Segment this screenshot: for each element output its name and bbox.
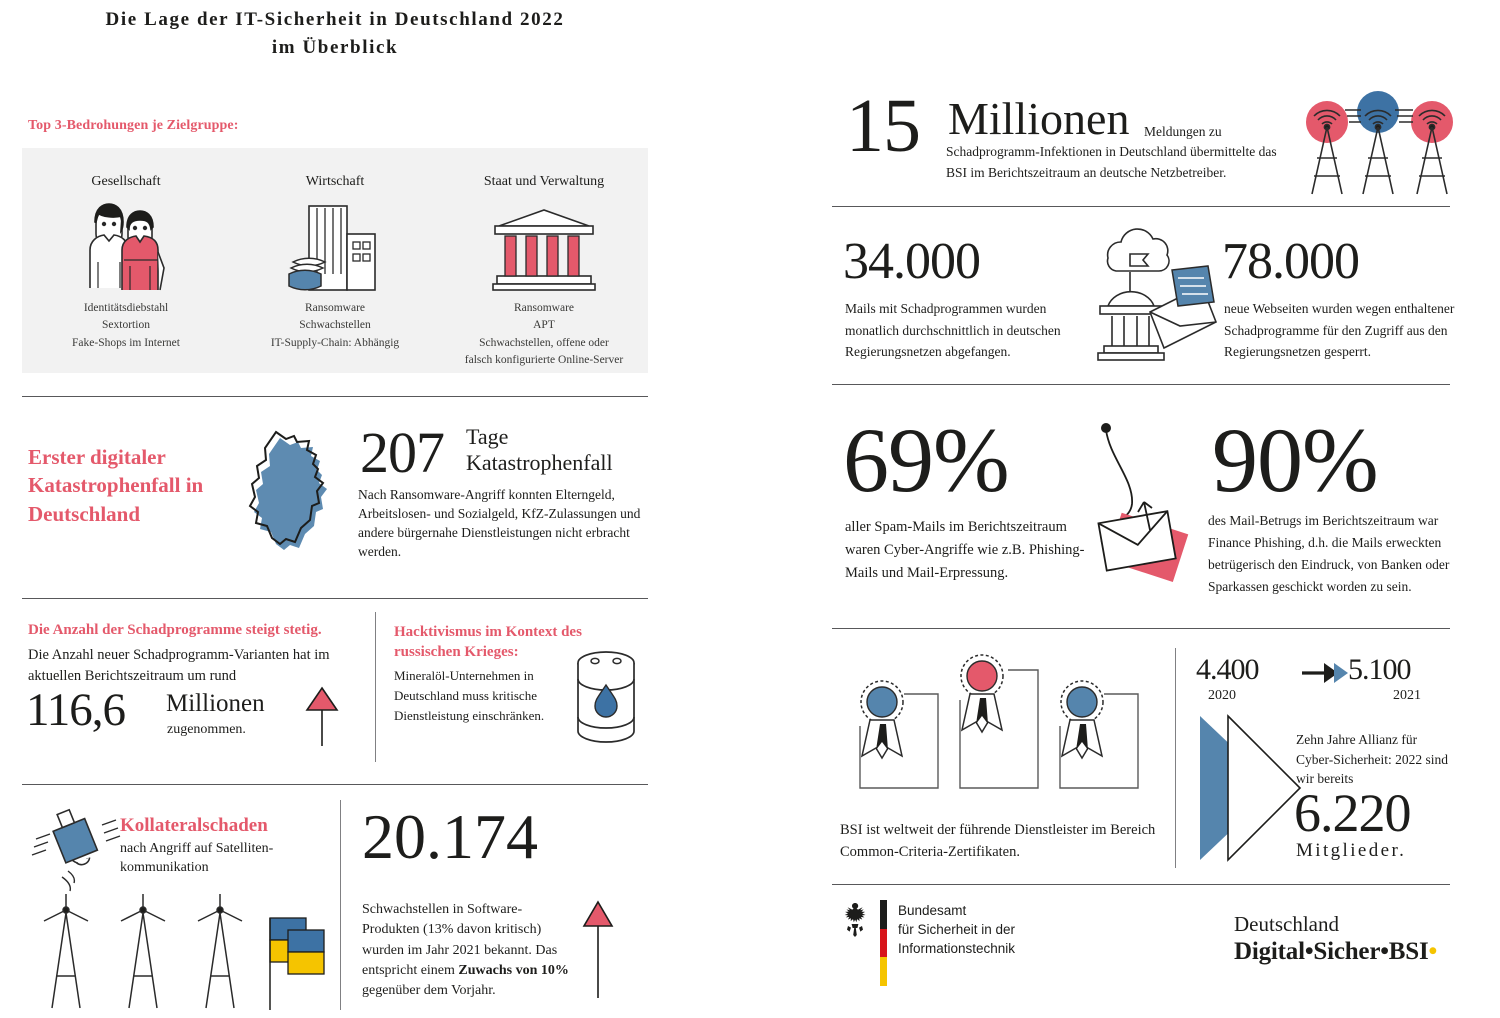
schadprogramme-body: Die Anzahl neuer Schadprogramm-Varianten hat im aktuellen Berichtszeitraum um rund [28,647,330,684]
top3-column-wirtschaft [230,148,440,373]
top3-threat: APT [533,319,555,332]
katastrophenfall-unit-line2: Katastrophenfall [466,449,613,475]
page-title-line1: Die Lage der IT-Sicherheit in Deutschland 2022 [105,9,565,30]
top3-column-staat [440,148,648,373]
top3-heading: Staat und Verwaltung [483,174,605,189]
stat-15m-body: Meldungen zu Schadprogramm-Infektionen in Deutschland übermittelte das BSI im Berichtszeitraum an deutsche Netzbetreiber. [946,124,1277,180]
top3-threat: Identitätsdiebstahl [83,302,169,314]
top3-heading: Wirtschaft [305,174,365,189]
kollateralschaden-body-1: Schwachstellen in Software-Produkten (13% davon kritisch) wurden im Jahr 2021 bekannt. Das entspricht einem [362,902,558,978]
top3-box [22,148,648,373]
dd-accent-dot: • [1428,938,1438,966]
kollateralschaden-heading: Kollateralschaden [120,815,268,836]
award-rosettes-icon [838,648,1168,818]
bsi-line1: Bundesamt [898,903,967,918]
dd-line2-text: Digital•Sicher•BSI [1234,938,1429,966]
top3-threat: Schwachstellen, offene oder [479,336,609,349]
members-from-value: 4.400 [1196,653,1259,686]
deutschland-digital-sicher-bsi-logo [1234,912,1437,967]
stat-78k-number: 78.000 [1222,233,1359,290]
certificates-body: BSI ist weltweit der führende Dienstleister im Bereich Common-Criteria-Zertifikaten. [840,822,1156,860]
right-arrow-icon [1302,660,1350,686]
members-from-year: 2020 [1208,688,1236,703]
germany-map-icon [243,420,353,565]
stat-90-body: des Mail-Betrugs im Berichtszeitraum war Finance Phishing, d.h. die Mails erweckten betrügerisch den Eindruck, von Banken oder Sparkassen geschickt worden zu sein. [1208,513,1450,594]
stat-78k-body: neue Webseiten wurden wegen enthaltener Schadprogramme für den Zugriff aus den Regierungsnetzen gesperrt. [1224,301,1455,360]
top3-heading: Gesellschaft [91,174,161,189]
schadprogramme-unit: Millionen [166,690,265,717]
wind-turbines-icon [20,888,340,1013]
radio-towers-icon [1292,86,1464,198]
top3-threat: Ransomware [304,302,366,314]
katastrophenfall-title: Erster digitaler Katastrophenfall in Deutschland [28,445,204,526]
satellite-icon [24,805,134,895]
divider [22,598,648,599]
dd-line2 [1234,937,1437,967]
top3-threat-list [440,300,648,369]
top3-threat: Ransomware [513,302,575,314]
top3-threat: Fake-Shops im Internet [72,336,180,349]
katastrophenfall-body: Nach Ransomware-Angriff konnten Elterngeld, Arbeitslosen- und Sozialgeld, KfZ-Zulassungen und andere bürgernahe Dienstleistungen nicht erbracht werden. [358,487,641,560]
page-title-line2: im Überblick [271,36,399,58]
german-flag-bar [880,900,887,986]
top3-threat: falsch konfigurierte Online-Server [464,353,624,366]
bsi-line3: Informationstechnik [898,941,1016,957]
top3-label: Top 3-Bedrohungen je Zielgruppe: [28,118,239,133]
office-buildings-icon [230,200,440,292]
divider [22,784,648,785]
up-arrow-icon [580,900,616,1000]
page-title [0,6,670,61]
divider [832,206,1450,207]
top3-threat-list [230,300,440,352]
stat-34k-body: Mails mit Schadprogrammen wurden monatlich durchschnittlich in deutschen Regierungsnetzen abgefangen. [845,301,1061,360]
ukraine-flag-icon [270,918,324,1010]
katastrophenfall-number: 207 [360,420,444,485]
top3-threat: Sextortion [102,319,150,332]
two-people-icon [22,200,230,292]
top3-threat: Schwachstellen [299,319,371,332]
kollateralschaden-body-2: gegenüber dem Vorjahr. [362,983,496,999]
kollateralschaden-body [362,900,572,1001]
top3-threat-list [22,300,230,352]
divider [340,800,341,1010]
big-right-arrow-icon [1194,712,1302,864]
dd-line1: Deutschland [1234,912,1339,936]
divider [832,628,1450,629]
stat-15m-unit: Millionen [948,93,1130,144]
up-arrow-icon [304,686,340,748]
stat-69-number: 69% [843,409,1009,511]
members-to-year: 2021 [1393,688,1421,703]
divider [1175,648,1176,868]
government-building-icon [440,200,648,292]
oil-barrel-icon [566,645,646,755]
members-body: Zehn Jahre Allianz für Cyber-Sicherheit: 2022 sind wir bereits [1296,732,1448,787]
divider [375,612,376,762]
divider [832,384,1450,385]
stat-90-number: 90% [1212,409,1378,511]
members-to-value: 5.100 [1348,653,1411,686]
kollateralschaden-subheading: nach Angriff auf Satelliten-kommunikation [120,841,274,875]
kollateralschaden-number: 20.174 [362,801,538,872]
federal-eagle-icon [838,900,872,940]
government-cloud-mail-icon [1090,228,1220,368]
kollateralschaden-body-bold: Zuwachs von 10% [458,962,569,978]
bsi-wordmark [898,900,1015,958]
phishing-hook-mail-icon [1086,418,1206,600]
top3-threat: IT-Supply-Chain: Abhängig [270,336,400,349]
stat-34k-number: 34.000 [843,233,980,290]
hacktivismus-heading: Hacktivismus im Kontext des russischen Krieges: [394,624,582,661]
divider [832,884,1450,885]
stat-15m-number: 15 [846,84,920,168]
schadprogramme-heading: Die Anzahl der Schadprogramme steigt stetig. [28,622,322,638]
schadprogramme-number: 116,6 [26,684,126,736]
members-number: 6.220 [1294,783,1411,843]
hacktivismus-body: Mineralöl-Unternehmen in Deutschland muss kritische Dienstleistung einschränken. [394,668,545,724]
katastrophenfall-unit-line1: Tage [466,424,509,449]
schadprogramme-suffix: zugenommen. [167,722,246,737]
bsi-line2: für Sicherheit in der [898,922,1016,938]
top3-column-gesellschaft [22,148,230,373]
divider [22,396,648,397]
stat-69-body: aller Spam-Mails im Berichtszeitraum waren Cyber-Angriffe wie z.B. Phishing-Mails und Mail-Erpressung. [845,519,1085,581]
katastrophenfall-unit [466,424,613,476]
members-unit: Mitglieder. [1296,840,1407,861]
bsi-logo [838,900,1015,986]
